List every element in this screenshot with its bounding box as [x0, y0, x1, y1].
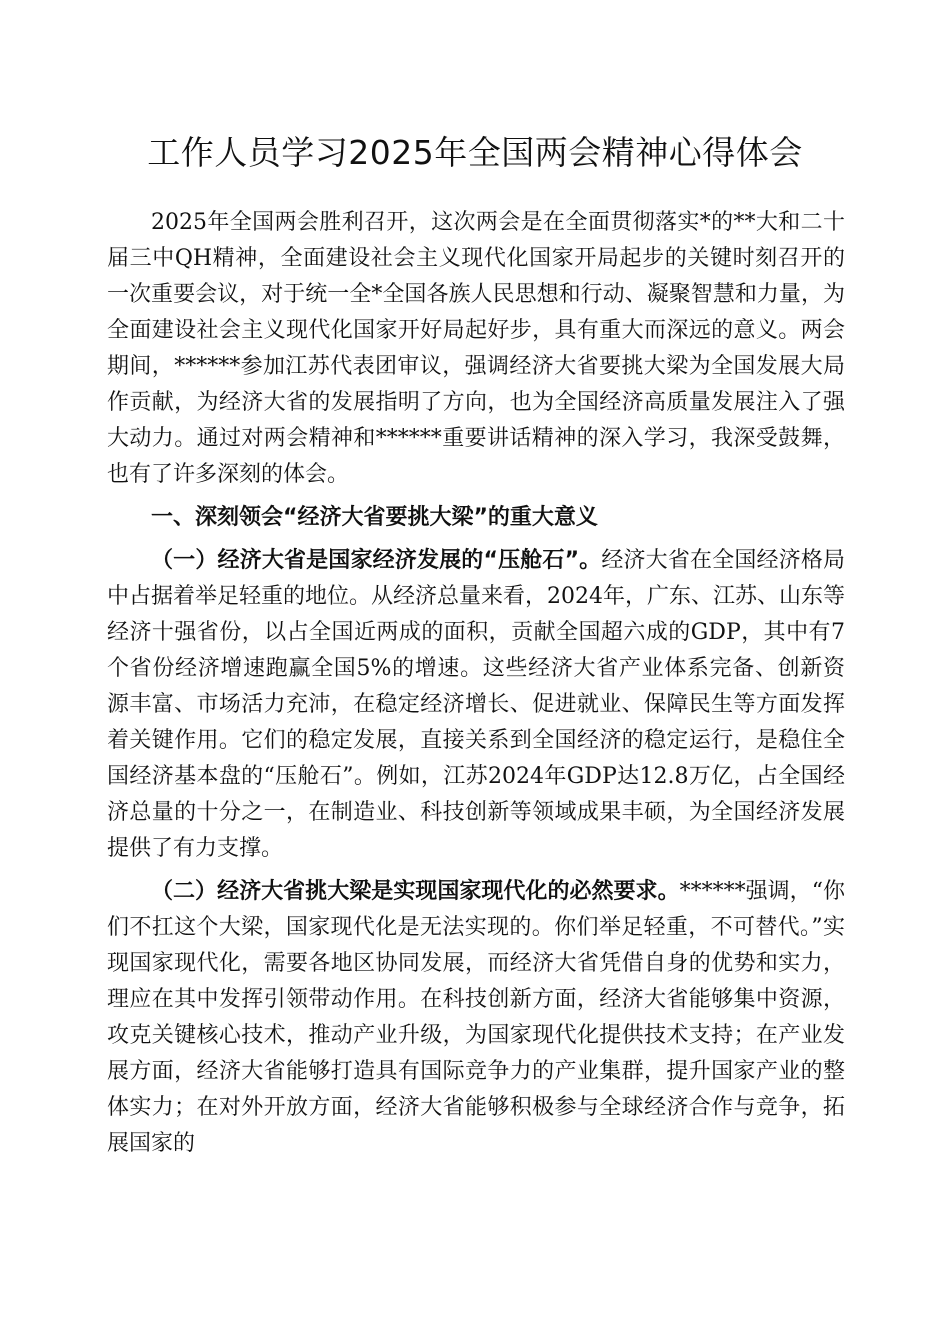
subsection-paragraph-1 — [107, 543, 845, 867]
subsection-body-1: 经济大省在全国经济格局中占据着举足轻重的地位。从经济总量来看，2024年，广东、江苏、山东等经济十强省份，以占全国近两成的面积，贡献全国超六成的GDP，其中有7个省份经济增速跑赢全国5%的增速。这些经济大省产业体系完备、创新资源丰富、市场活力充沛，在稳定经济增长、促进就业、保障民生等方面发挥着关键作用。它们的稳定发展，直接关系到全国经济的稳定运行，是稳住全国经济基本盘的“压舱石”。例如，江苏2024年GDP达12.8万亿，占全国经济总量的十分之一，在制造业、科技创新等领域成果丰硕，为全国经济发展提供了有力支撑。 — [107, 548, 845, 861]
section-heading-1: 一、深刻领会“经济大省要挑大梁”的重大意义 — [151, 505, 598, 530]
subsection-lead-1: （一）经济大省是国家经济发展的“压舱石”。 — [151, 548, 602, 573]
subsection-paragraph-2 — [107, 874, 845, 1162]
document-body — [107, 205, 845, 1162]
subsection-body-2: ******强调，“你们不扛这个大梁，国家现代化是无法实现的。你们举足轻重，不可替代。”实现国家现代化，需要各地区协同发展，而经济大省凭借自身的优势和实力，理应在其中发挥引领带动作用。在科技创新方面，经济大省能够集中资源，攻克关键核心技术，推动产业升级，为国家现代化提供技术支持；在产业发展方面，经济大省能够打造具有国际竞争力的产业集群，提升国家产业的整体实力；在对外开放方面，经济大省能够积极参与全球经济合作与竞争，拓展国家的 — [107, 879, 845, 1156]
intro-paragraph: 2025年全国两会胜利召开，这次两会是在全面贯彻落实*的**大和二十届三中QH精神，全面建设社会主义现代化国家开局起步的关键时刻召开的一次重要会议，对于统一全*全国各族人民思想和行动、凝聚智慧和力量，为全面建设社会主义现代化国家开好局起好步，具有重大而深远的意义。两会期间，******参加江苏代表团审议，强调经济大省要挑大梁为全国发展大局作贡献，为经济大省的发展指明了方向，也为全国经济高质量发展注入了强大动力。通过对两会精神和******重要讲话精神的深入学习，我深受鼓舞，也有了许多深刻的体会。 — [107, 210, 845, 487]
document-title: 工作人员学习2025年全国两会精神心得体会 — [147, 133, 803, 172]
subsection-lead-2: （二）经济大省挑大梁是实现国家现代化的必然要求。 — [151, 879, 680, 904]
